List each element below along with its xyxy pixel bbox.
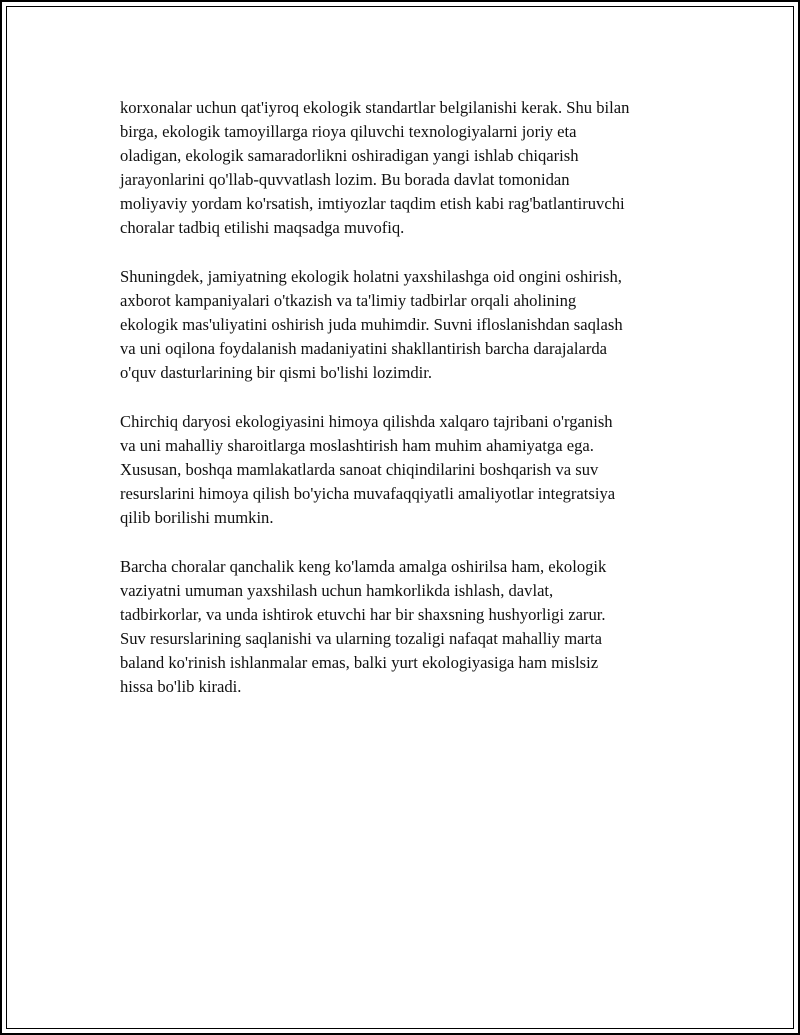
document-body xyxy=(120,96,710,724)
paragraph-awareness: Shuningdek, jamiyatning ekologik holatni yaxshilashga oid ongini oshirish, axborot kampaniyalari o'tkazish va ta'limiy tadbirlar orqali aholining ekologik mas'uliyatini oshirish juda muhimdir. Suvni ifloslanishdan saqlash va uni oqilona foydalanish madaniyatini shakllantirish barcha darajalarda o'quv dasturlarining bir qismi bo'lishi lozimdir. xyxy=(120,267,623,382)
paragraph-standards: korxonalar uchun qat'iyroq ekologik standartlar belgilanishi kerak. Shu bilan birga, ekologik tamoyillarga rioya qiluvchi texnologiyalarni joriy eta oladigan, ekologik samaradorlikni oshiradigan yangi ishlab chiqarish jarayonlarini qo'llab-quvvatlash lozim. Bu borada davlat tomonidan moliyaviy yordam ko'rsatish, imtiyozlar taqdim etish kabi rag'batlantiruvchi choralar tadbiq etilishi maqsadga muvofiq. xyxy=(120,98,630,237)
paragraph-international-experience: Chirchiq daryosi ekologiyasini himoya qilishda xalqaro tajribani o'rganish va uni mahalliy sharoitlarga moslashtirish ham muhim ahamiyatga ega. Xususan, boshqa mamlakatlarda sanoat chiqindilarini boshqarish va suv resurslarini himoya qilish bo'yicha muvafaqqiyatli amaliyotlar integratsiya qilib borilishi mumkin. xyxy=(120,412,616,527)
paragraph-conclusion: Barcha choralar qanchalik keng ko'lamda amalga oshirilsa ham, ekologik vaziyatni umuman yaxshilash uchun hamkorlikda ishlash, davlat, tadbirkorlar, va unda ishtirok etuvchi har bir shaxsning hushyorligi zarur. Suv resurslarining saqlanishi va ularning tozaligi nafaqat mahalliy marta baland ko'rinish ishlanmalar emas, balki yurt ekologiyasiga ham mislsiz hissa bo'lib kiradi. xyxy=(120,557,607,696)
